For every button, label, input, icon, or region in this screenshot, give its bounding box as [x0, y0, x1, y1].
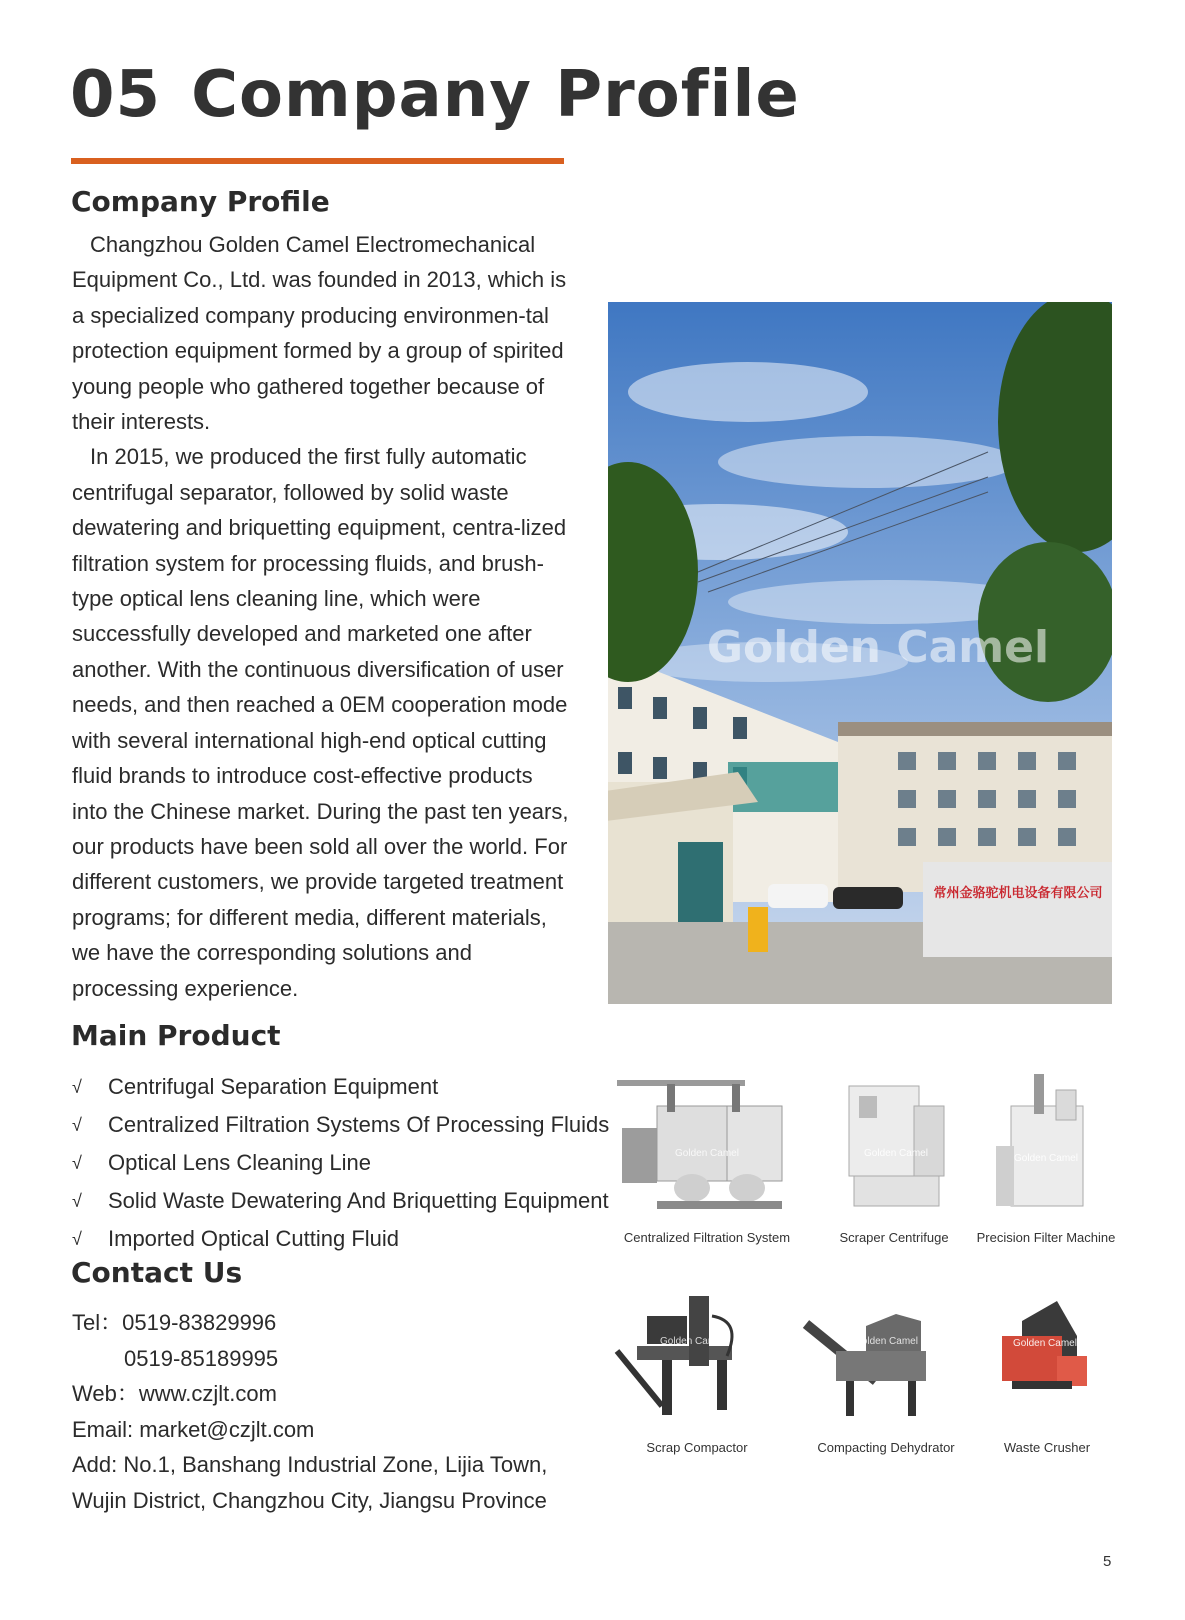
web-row: Web：www.czjlt.com — [72, 1381, 277, 1406]
product-caption: Scraper Centrifuge — [839, 1230, 949, 1245]
section-number: 05 — [70, 58, 162, 132]
email-row: Email: market@czjlt.com — [72, 1416, 315, 1442]
list-item: √ Imported Optical Cutting Fluid — [72, 1226, 400, 1251]
check-icon: √ — [72, 1076, 82, 1097]
main-product-heading: Main Product — [71, 1019, 281, 1052]
check-icon: √ — [72, 1152, 82, 1173]
photo-watermark: Golden Camel — [706, 622, 1050, 673]
company-profile-heading: Company Profile — [71, 185, 330, 218]
tel-row — [72, 1341, 592, 1377]
product-watermark: Golden Camel — [1013, 1338, 1077, 1349]
title-underline — [71, 158, 564, 164]
list-item: √ Optical Lens Cleaning Line — [72, 1150, 371, 1175]
list-item: √ Solid Waste Dewatering And Briquetting Equipment — [72, 1188, 609, 1213]
contact-heading: Contact Us — [71, 1256, 243, 1289]
company-sign-text: 常州金骆驼机电设备有限公司 — [933, 886, 1103, 901]
intro-paragraph: Changzhou Golden Camel Electromechanical Equipment Co., Ltd. was founded in 2013, which is a specialized company producing environmen-tal protection equipment formed by a group of spirited young people who gathered together because of their interests. — [72, 232, 567, 435]
intro-paragraph: In 2015, we produced the first fully automatic centrifugal separator, followed by solid waste dewatering and briquetting equipment, centra-lized filtration system for processing fluids, and brush-type optical lens cleaning line, which were successfully developed and marketed one after another. With the continuous diversification of user needs, and then reached a 0EM cooperation mode with several international high-end optical cutting fluid brands to introduce cost-effective products into the Chinese market. During the past ten years, our products have been sold all over the world. For different customers, we provide targeted treatment programs; for different media, different materials, we have the corresponding solutions and processing experience. — [72, 444, 569, 1001]
product-watermark: Golden Camel — [675, 1148, 739, 1159]
product-compacting-dehydrator — [796, 1276, 976, 1455]
product-caption: Centralized Filtration System — [623, 1230, 791, 1245]
product-caption: Compacting Dehydrator — [817, 1440, 955, 1455]
page-title-text: Company Profile — [191, 58, 800, 132]
product-image — [796, 1276, 976, 1434]
address-line: Wujin District, Changzhou City, Jiangsu Province — [72, 1487, 547, 1513]
page-title — [70, 58, 800, 132]
address-line: Add: No.1, Banshang Industrial Zone, Lijia Town, — [72, 1452, 548, 1477]
list-item: √ Centralized Filtration Systems Of Processing Fluids — [72, 1112, 610, 1137]
check-icon: √ — [72, 1228, 82, 1249]
factory-building-photo — [608, 302, 1112, 1004]
company-intro — [72, 227, 572, 1006]
product-watermark: Golden Camel — [864, 1148, 928, 1159]
phone-number: 0519-83829996 — [122, 1310, 277, 1335]
product-precision-filter — [956, 1066, 1136, 1245]
product-image — [617, 1066, 797, 1224]
product-watermark: Golden Camel — [1014, 1153, 1078, 1164]
list-item: √ Centrifugal Separation Equipment — [72, 1074, 439, 1099]
product-scrap-compactor — [607, 1276, 787, 1455]
website: www.czjlt.com — [138, 1381, 277, 1406]
product-caption: Precision Filter Machine — [976, 1230, 1116, 1245]
check-icon: √ — [72, 1190, 82, 1211]
check-icon: √ — [72, 1114, 82, 1135]
product-caption: Waste Crusher — [1003, 1440, 1091, 1455]
page-number: 5 — [1103, 1553, 1112, 1570]
product-image — [957, 1276, 1137, 1434]
phone-number: 0519-85189995 — [124, 1345, 279, 1371]
email-address: market@czjlt.com — [139, 1416, 315, 1442]
product-image — [607, 1276, 787, 1434]
contact-block — [72, 1305, 592, 1518]
product-watermark: Golden Camel — [660, 1336, 724, 1347]
product-waste-crusher — [957, 1276, 1137, 1455]
product-centralized-filtration — [617, 1066, 797, 1245]
main-product-list — [72, 1068, 609, 1258]
product-caption: Scrap Compactor — [646, 1440, 748, 1455]
tel-row: Tel：0519-83829996 — [72, 1310, 277, 1335]
product-watermark: Golden Camel — [854, 1336, 918, 1347]
product-image — [956, 1066, 1136, 1224]
